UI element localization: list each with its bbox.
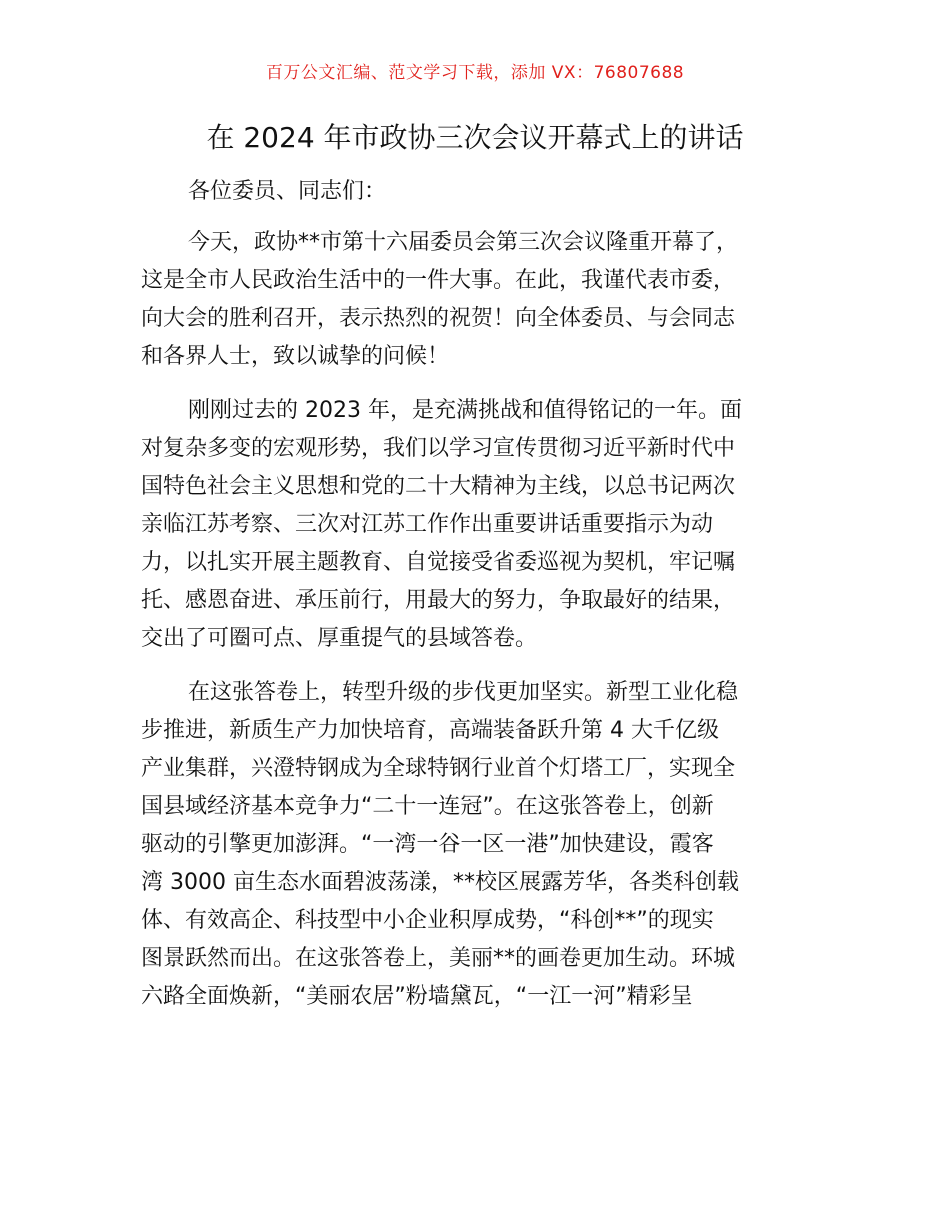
text-line: 步推进，新质生产力加快培育，高端装备跃升第 4 大千亿级	[141, 718, 719, 743]
document-body	[141, 173, 813, 1032]
text-line: 在这张答卷上，转型升级的步伐更加坚实。新型工业化稳	[188, 680, 739, 705]
text-line: 力，以扎实开展主题教育、自觉接受省委巡视为契机，牢记嘱	[141, 550, 736, 575]
paragraph-greeting	[141, 224, 813, 376]
text-line: 向大会的胜利召开，表示热烈的祝贺！向全体委员、与会同志	[141, 306, 736, 331]
text-line: 国县域经济基本竞争力“二十一连冠”。在这张答卷上，创新	[141, 794, 714, 819]
salutation: 各位委员、同志们：	[188, 179, 387, 204]
text-line: 托、感恩奋进、承压前行，用最大的努力，争取最好的结果，	[141, 588, 736, 613]
text-line: 这是全市人民政治生活中的一件大事。在此，我谨代表市委，	[141, 268, 736, 293]
text-line: 国特色社会主义思想和党的二十大精神为主线，以总书记两次	[141, 474, 736, 499]
text-line: 湾 3000 亩生态水面碧波荡漾，**校区展露芳华，各类科创载	[141, 870, 739, 895]
document-title: 在 2024 年市政协三次会议开幕式上的讲话	[206, 121, 744, 154]
text-line: 今天，政协**市第十六届委员会第三次会议隆重开幕了，	[188, 230, 739, 255]
text-line: 六路全面焕新，“美丽农居”粉墙黛瓦，“一江一河”精彩呈	[141, 984, 693, 1009]
text-line: 驱动的引擎更加澎湃。“一湾一谷一区一港”加快建设，霞客	[141, 832, 714, 857]
text-line: 交出了可圈可点、厚重提气的县域答卷。	[141, 626, 538, 651]
text-line: 图景跃然而出。在这张答卷上，美丽**的画卷更加生动。环城	[141, 946, 736, 971]
watermark-banner: 百万公文汇编、范文学习下载，添加 VX：76807688	[265, 63, 685, 83]
text-line: 对复杂多变的宏观形势，我们以学习宣传贯彻习近平新时代中	[141, 436, 736, 461]
paragraph-review-2023	[141, 392, 813, 658]
text-line: 刚刚过去的 2023 年，是充满挑战和值得铭记的一年。面	[188, 398, 742, 423]
text-line: 体、有效高企、科技型中小企业积厚成势，“科创**”的现实	[141, 908, 714, 933]
text-line: 产业集群，兴澄特钢成为全球特钢行业首个灯塔工厂，实现全	[141, 756, 736, 781]
text-line: 和各界人士，致以诚挚的问候！	[141, 344, 450, 369]
text-line: 亲临江苏考察、三次对江苏工作作出重要讲话重要指示为动	[141, 512, 714, 537]
paragraph-achievements	[141, 674, 813, 1016]
